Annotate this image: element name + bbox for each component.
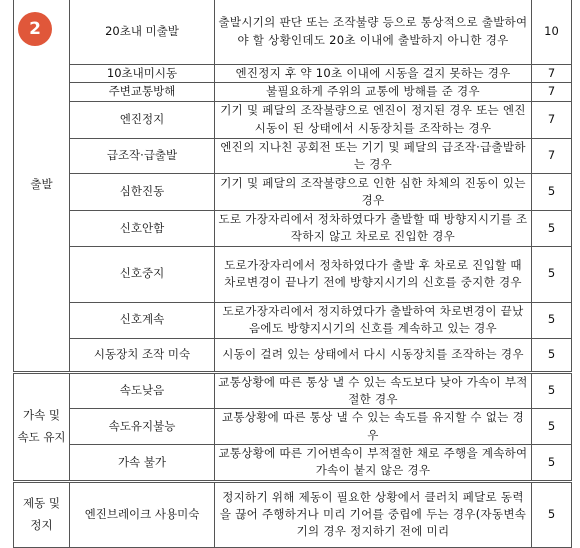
category-cell: 제동 및 정지 bbox=[14, 481, 70, 547]
table-row bbox=[14, 338, 572, 372]
item-cell: 속도유지불능 bbox=[70, 409, 215, 445]
table-row bbox=[14, 0, 572, 65]
description-cell: 기기 및 페달의 조작불량으로 엔진이 정지된 경우 또는 엔진시동이 된 상태에서 시동장치를 조작하는 경우 bbox=[215, 101, 532, 138]
table-row bbox=[14, 65, 572, 83]
category-cell: 가속 및 속도 유지 bbox=[14, 372, 70, 481]
description-cell: 기기 및 페달의 조작불량으로 인한 심한 차체의 진동이 있는 경우 bbox=[215, 174, 532, 211]
scoring-table bbox=[13, 0, 572, 548]
description-cell: 엔진의 지나친 공회전 또는 기기 및 페달의 급조작·급출발하는 경우 bbox=[215, 138, 532, 174]
category-cell: 출발 bbox=[14, 0, 70, 372]
description-cell: 시동이 걸려 있는 상태에서 다시 시동장치를 조작하는 경우 bbox=[215, 338, 532, 372]
item-cell: 심한진동 bbox=[70, 174, 215, 211]
table-row bbox=[14, 138, 572, 174]
points-cell: 7 bbox=[532, 65, 572, 83]
description-cell: 도로가장자리에서 정차하였다가 출발 후 차로로 진입할 때 차로변경이 끝나기 전에 방향지시기의 신호를 중지한 경우 bbox=[215, 246, 532, 302]
points-cell: 5 bbox=[532, 211, 572, 247]
item-cell: 10초내미시동 bbox=[70, 65, 215, 83]
description-cell: 도로가장자리에서 정지하였다가 출발하여 차로변경이 끝났음에도 방향지시기의 신호를 계속하고 있는 경우 bbox=[215, 302, 532, 338]
table-row bbox=[14, 445, 572, 482]
item-cell: 엔진브레이크 사용미숙 bbox=[70, 481, 215, 547]
table-row bbox=[14, 174, 572, 211]
item-cell: 신호안함 bbox=[70, 211, 215, 247]
table-row bbox=[14, 302, 572, 338]
table-row bbox=[14, 246, 572, 302]
section-number-badge: 2 bbox=[18, 12, 52, 46]
item-cell: 시동장치 조작 미숙 bbox=[70, 338, 215, 372]
description-cell: 정지하기 위해 제동이 필요한 상황에서 클러치 페달로 동력을 끊어 주행하거나 미리 기어를 중립에 두는 경우(자동변속기의 경우 정지하기 전에 미리 bbox=[215, 481, 532, 547]
description-cell: 도로 가장자리에서 정차하였다가 출발할 때 방향지시기를 조작하지 않고 차로로 진입한 경우 bbox=[215, 211, 532, 247]
points-cell: 5 bbox=[532, 409, 572, 445]
points-cell: 5 bbox=[532, 445, 572, 482]
description-cell: 엔진정지 후 약 10초 이내에 시동을 걸지 못하는 경우 bbox=[215, 65, 532, 83]
description-cell: 출발시기의 판단 또는 조작불량 등으로 통상적으로 출발하여야 할 상황인데도 20초 이내에 출발하지 아니한 경우 bbox=[215, 0, 532, 65]
points-cell: 5 bbox=[532, 481, 572, 547]
description-cell: 불필요하게 주위의 교통에 방해를 준 경우 bbox=[215, 83, 532, 101]
points-cell: 5 bbox=[532, 338, 572, 372]
points-cell: 7 bbox=[532, 138, 572, 174]
description-cell: 교통상황에 따른 통상 낼 수 있는 속도를 유지할 수 없는 경우 bbox=[215, 409, 532, 445]
table-row bbox=[14, 211, 572, 247]
item-cell: 20초내 미출발 bbox=[70, 0, 215, 65]
item-cell: 가속 불가 bbox=[70, 445, 215, 482]
points-cell: 5 bbox=[532, 372, 572, 409]
points-cell: 5 bbox=[532, 302, 572, 338]
item-cell: 속도낮음 bbox=[70, 372, 215, 409]
points-cell: 10 bbox=[532, 0, 572, 65]
item-cell: 급조작·급출발 bbox=[70, 138, 215, 174]
description-cell: 교통상황에 따른 기어변속이 부적절한 채로 주행을 계속하여 가속이 붙지 않은 경우 bbox=[215, 445, 532, 482]
table-row bbox=[14, 83, 572, 101]
points-cell: 7 bbox=[532, 101, 572, 138]
item-cell: 신호중지 bbox=[70, 246, 215, 302]
table-row bbox=[14, 372, 572, 409]
points-cell: 5 bbox=[532, 174, 572, 211]
item-cell: 주변교통방해 bbox=[70, 83, 215, 101]
table-row bbox=[14, 481, 572, 547]
item-cell: 엔진정지 bbox=[70, 101, 215, 138]
table-row bbox=[14, 409, 572, 445]
points-cell: 7 bbox=[532, 83, 572, 101]
item-cell: 신호계속 bbox=[70, 302, 215, 338]
table-row bbox=[14, 101, 572, 138]
description-cell: 교통상황에 따른 통상 낼 수 있는 속도보다 낮아 가속이 부적절한 경우 bbox=[215, 372, 532, 409]
points-cell: 5 bbox=[532, 246, 572, 302]
